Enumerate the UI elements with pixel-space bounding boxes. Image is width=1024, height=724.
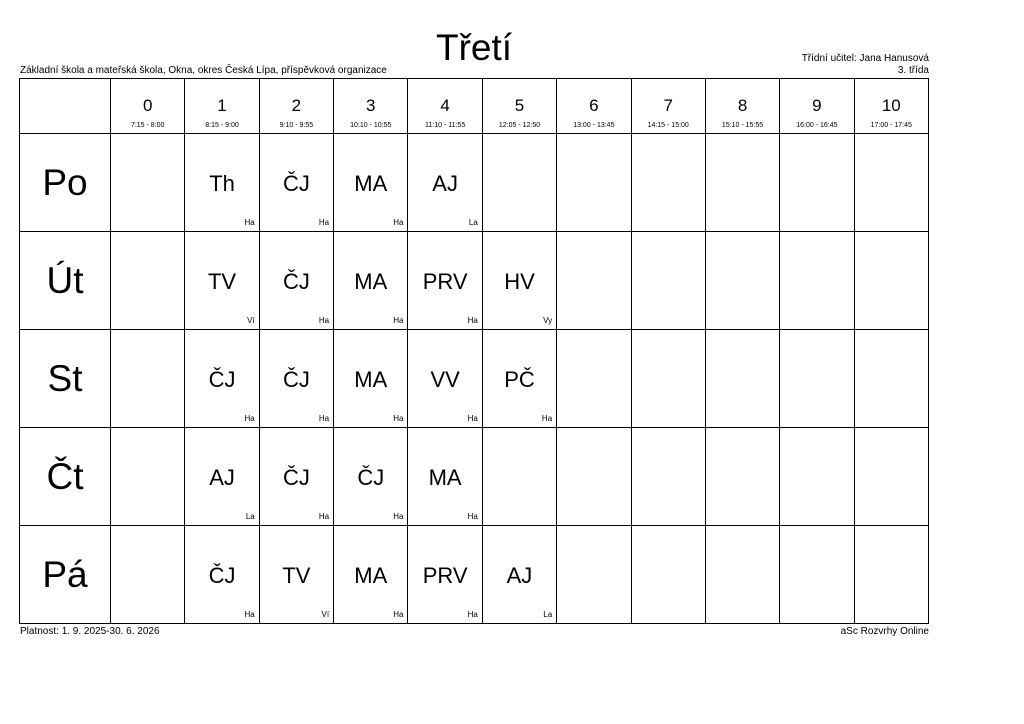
day-row [20,134,929,232]
period-number: 2 [291,96,302,115]
lesson-cell [854,232,928,330]
validity-period: Platnost: 1. 9. 2025-30. 6. 2026 [20,626,160,637]
lesson-cell [185,134,259,232]
lesson-teacher: Ha [467,414,478,423]
lesson-cell [557,232,631,330]
lesson-teacher: La [468,218,478,227]
lesson-subject: ČJ [208,367,236,392]
lesson-teacher: Ha [393,414,404,423]
period-header [557,79,631,134]
lesson-cell [111,526,185,624]
lesson-teacher: Ha [467,512,478,521]
lesson-cell [408,330,482,428]
lesson-subject: Th [209,171,235,196]
period-time: 13:00 - 13:45 [573,122,615,129]
lesson-teacher: Vy [543,316,553,325]
timetable-grid [19,78,929,624]
lesson-cell [557,526,631,624]
lesson-cell [334,428,408,526]
lesson-subject: MA [354,171,388,196]
period-time: 7:15 - 8:00 [130,122,165,129]
lesson-cell [408,134,482,232]
day-row [20,232,929,330]
lesson-cell [557,428,631,526]
lesson-cell [185,526,259,624]
lesson-teacher: Ha [244,218,255,227]
lesson-cell [185,428,259,526]
lesson-subject: ČJ [208,563,236,588]
lesson-cell [482,330,556,428]
lesson-subject: ČJ [282,269,310,294]
lesson-subject: ČJ [282,367,310,392]
period-time: 17:00 - 17:45 [870,122,912,129]
lesson-teacher: La [245,512,255,521]
lesson-cell [334,526,408,624]
period-header [780,79,854,134]
lesson-cell [185,330,259,428]
generator-credit: aSc Rozvrhy Online [840,626,929,637]
lesson-subject: ČJ [357,465,385,490]
lesson-cell [259,526,333,624]
lesson-cell [111,330,185,428]
lesson-subject: ČJ [282,171,310,196]
period-number: 9 [812,96,822,115]
lesson-cell [705,232,779,330]
period-number: 7 [663,96,673,115]
lesson-subject: MA [354,367,388,392]
lesson-subject: PČ [504,367,535,392]
lesson-teacher: Ví [247,316,255,325]
lesson-cell [482,134,556,232]
lesson-cell [631,232,705,330]
day-label: Čt [20,428,111,526]
day-label: Pá [20,526,111,624]
lesson-teacher: Ha [393,512,404,521]
school-name: Základní škola a mateřská škola, Okna, okres Česká Lípa, příspěvková organizace [20,65,387,76]
lesson-teacher: Ha [318,218,330,227]
period-header [854,79,928,134]
lesson-subject: TV [207,269,237,294]
lesson-subject: AJ [432,171,458,196]
lesson-subject: MA [428,465,462,490]
period-number: 0 [142,96,153,115]
lesson-cell [780,232,854,330]
lesson-teacher: Ha [393,316,404,325]
period-number: 6 [589,96,599,115]
lesson-subject: TV [282,563,311,588]
period-number: 5 [514,96,525,115]
period-number: 3 [366,96,376,115]
lesson-cell [185,232,259,330]
lesson-cell [408,232,482,330]
period-time: 14:15 - 15:00 [647,122,689,129]
lesson-cell [408,428,482,526]
period-header [482,79,556,134]
period-header-row [20,79,929,134]
lesson-cell [854,134,928,232]
lesson-subject: MA [354,563,388,588]
lesson-cell [780,428,854,526]
period-header [705,79,779,134]
period-header [185,79,259,134]
lesson-cell [334,330,408,428]
lesson-teacher: Ha [541,414,553,423]
period-time: 12:05 - 12:50 [498,122,541,129]
period-time: 11:10 - 11:55 [425,122,466,129]
period-time: 10:10 - 10:55 [350,122,392,129]
lesson-cell [334,232,408,330]
lesson-cell [854,330,928,428]
lesson-cell [334,134,408,232]
period-number: 8 [737,96,748,115]
lesson-cell [780,526,854,624]
lesson-cell [631,428,705,526]
lesson-subject: HV [504,269,535,294]
period-header [259,79,333,134]
period-time: 15:10 - 15:55 [721,122,764,129]
page-title: Třetí [435,27,513,68]
lesson-teacher: Ha [244,414,255,423]
lesson-teacher: Ví [321,610,330,619]
day-row [20,330,929,428]
lesson-cell [705,330,779,428]
lesson-cell [259,134,333,232]
period-header [334,79,408,134]
day-label: Po [20,134,111,232]
lesson-subject: AJ [506,563,533,588]
lesson-teacher: Ha [244,610,255,619]
corner-cell [20,79,111,134]
lesson-cell [111,134,185,232]
day-row [20,526,929,624]
lesson-teacher: Ha [393,610,404,619]
lesson-cell [482,526,556,624]
period-header [111,79,185,134]
lesson-subject: AJ [209,465,235,490]
lesson-cell [705,134,779,232]
lesson-cell [780,330,854,428]
lesson-teacher: Ha [318,414,330,423]
lesson-cell [408,526,482,624]
day-row [20,428,929,526]
lesson-cell [557,134,631,232]
lesson-subject: PRV [422,563,468,588]
lesson-subject: ČJ [282,465,310,490]
period-time: 9:10 - 9:55 [279,122,314,129]
lesson-subject: VV [430,367,460,392]
period-number: 10 [881,96,901,115]
lesson-cell [259,330,333,428]
lesson-cell [259,428,333,526]
lesson-cell [557,330,631,428]
day-label: St [20,330,111,428]
lesson-cell [631,526,705,624]
lesson-teacher: Ha [467,610,478,619]
lesson-cell [259,232,333,330]
day-label: Út [20,232,111,330]
period-header [631,79,705,134]
lesson-teacher: Ha [318,512,330,521]
lesson-cell [705,526,779,624]
lesson-subject: PRV [422,269,468,294]
lesson-teacher: Ha [467,316,478,325]
period-number: 4 [440,96,450,115]
timetable-body [20,134,929,624]
period-time: 8:15 - 9:00 [205,122,239,129]
lesson-subject: MA [354,269,388,294]
period-number: 1 [217,96,227,115]
lesson-cell [111,232,185,330]
lesson-teacher: Ha [318,316,330,325]
lesson-cell [631,330,705,428]
period-header [408,79,482,134]
lesson-cell [854,428,928,526]
lesson-teacher: Ha [393,218,404,227]
lesson-cell [705,428,779,526]
lesson-teacher: La [543,610,553,619]
lesson-cell [482,428,556,526]
period-time: 16:00 - 16:45 [796,122,838,129]
lesson-cell [631,134,705,232]
lesson-cell [854,526,928,624]
class-teacher: Třídní učitel: Jana Hanusová [801,53,929,64]
lesson-cell [780,134,854,232]
lesson-cell [111,428,185,526]
class-name: 3. třída [897,65,929,76]
lesson-cell [482,232,556,330]
